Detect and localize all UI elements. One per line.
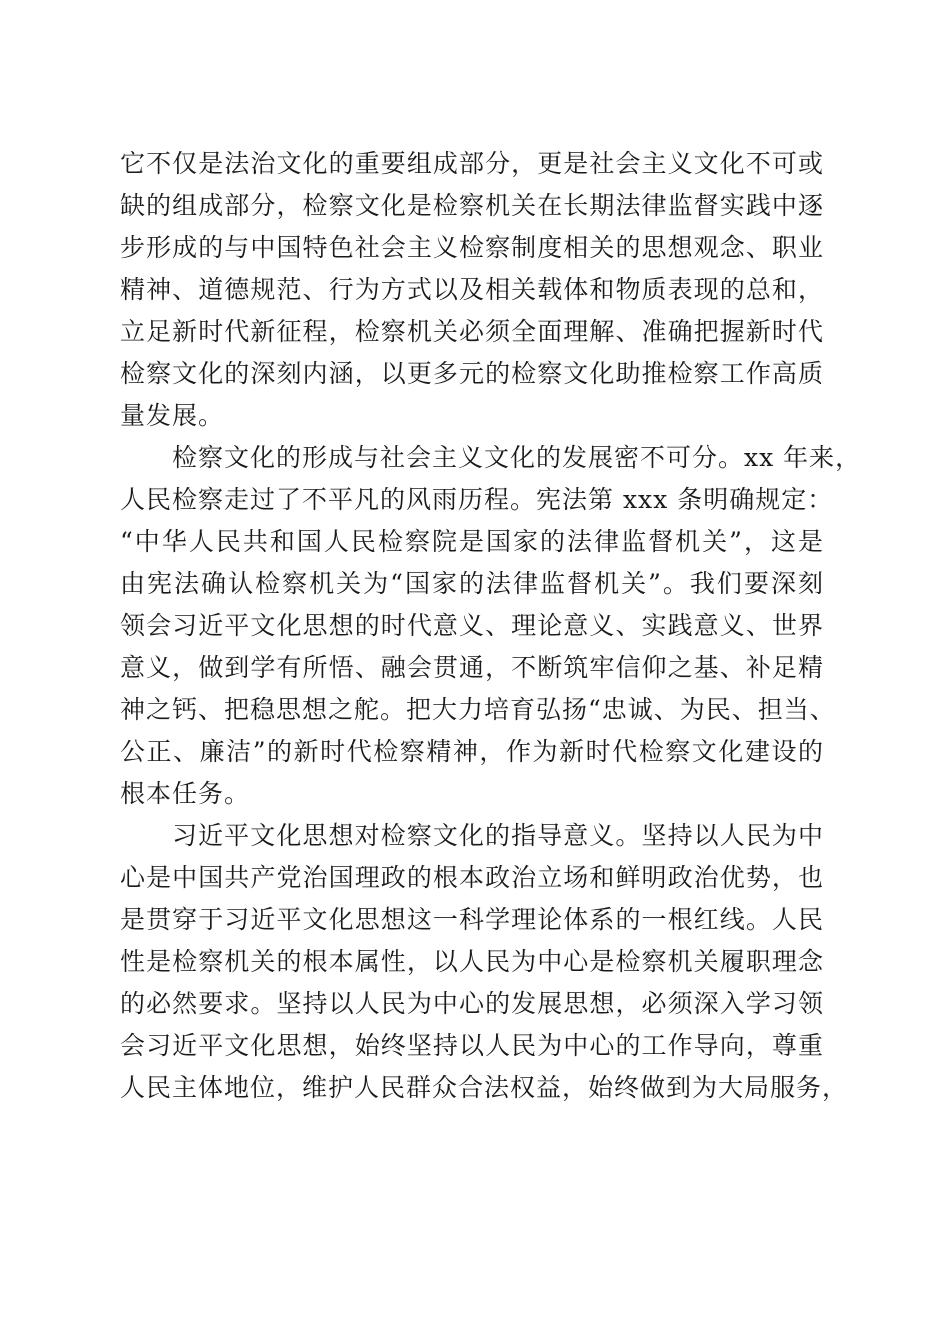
text-line: 的必然要求。坚持以人民为中心的发展思想，必须深入学习领: [120, 989, 824, 1018]
text-line: 立足新时代新征程，检察机关必须全面理解、准确把握新时代: [120, 317, 824, 346]
text-line: 步形成的与中国特色社会主义检察制度相关的思想观念、职业: [120, 233, 824, 262]
text-line: 意义，做到学有所悟、融会贯通，不断筑牢信仰之基、补足精: [120, 653, 824, 682]
text-line: 它不仅是法治文化的重要组成部分，更是社会主义文化不可或: [120, 149, 824, 178]
text-line: 心是中国共产党治国理政的根本政治立场和鲜明政治优势，也: [120, 863, 824, 892]
text-line: 人民检察走过了不平凡的风雨历程。宪法第 xxx 条明确规定：: [120, 485, 834, 514]
text-line: 缺的组成部分，检察文化是检察机关在长期法律监督实践中逐: [120, 191, 824, 220]
text-line: 检察文化的深刻内涵，以更多元的检察文化助推检察工作高质: [120, 359, 824, 388]
text-line: 检察文化的形成与社会主义文化的发展密不可分。xx 年来，: [172, 443, 862, 472]
text-line: 根本任务。: [120, 779, 251, 808]
text-line: 精神、道德规范、行为方式以及相关载体和物质表现的总和，: [120, 275, 824, 304]
paragraph-1: [120, 143, 824, 437]
text-line: “中华人民共和国人民检察院是国家的法律监督机关”，这是: [120, 527, 824, 556]
text-line: 性是检察机关的根本属性，以人民为中心是检察机关履职理念: [120, 947, 824, 976]
text-line: 会习近平文化思想，始终坚持以人民为中心的工作导向，尊重: [120, 1031, 824, 1060]
text-line: 公正、廉洁”的新时代检察精神，作为新时代检察文化建设的: [120, 737, 824, 766]
document-body: [120, 143, 862, 1109]
text-line: 量发展。: [120, 401, 225, 430]
paragraph-3: [120, 815, 849, 1109]
text-line: 神之钙、把稳思想之舵。把大力培育弘扬“忠诚、为民、担当、: [120, 695, 836, 724]
text-line: 由宪法确认检察机关为“国家的法律监督机关”。我们要深刻: [120, 569, 824, 598]
text-line: 是贯穿于习近平文化思想这一科学理论体系的一根红线。人民: [120, 905, 824, 934]
paragraph-2: [120, 437, 862, 815]
text-line: 人民主体地位，维护人民群众合法权益，始终做到为大局服务，: [120, 1073, 849, 1102]
text-line: 领会习近平文化思想的时代意义、理论意义、实践意义、世界: [120, 611, 824, 640]
text-line: 习近平文化思想对检察文化的指导意义。坚持以人民为中: [172, 821, 824, 850]
